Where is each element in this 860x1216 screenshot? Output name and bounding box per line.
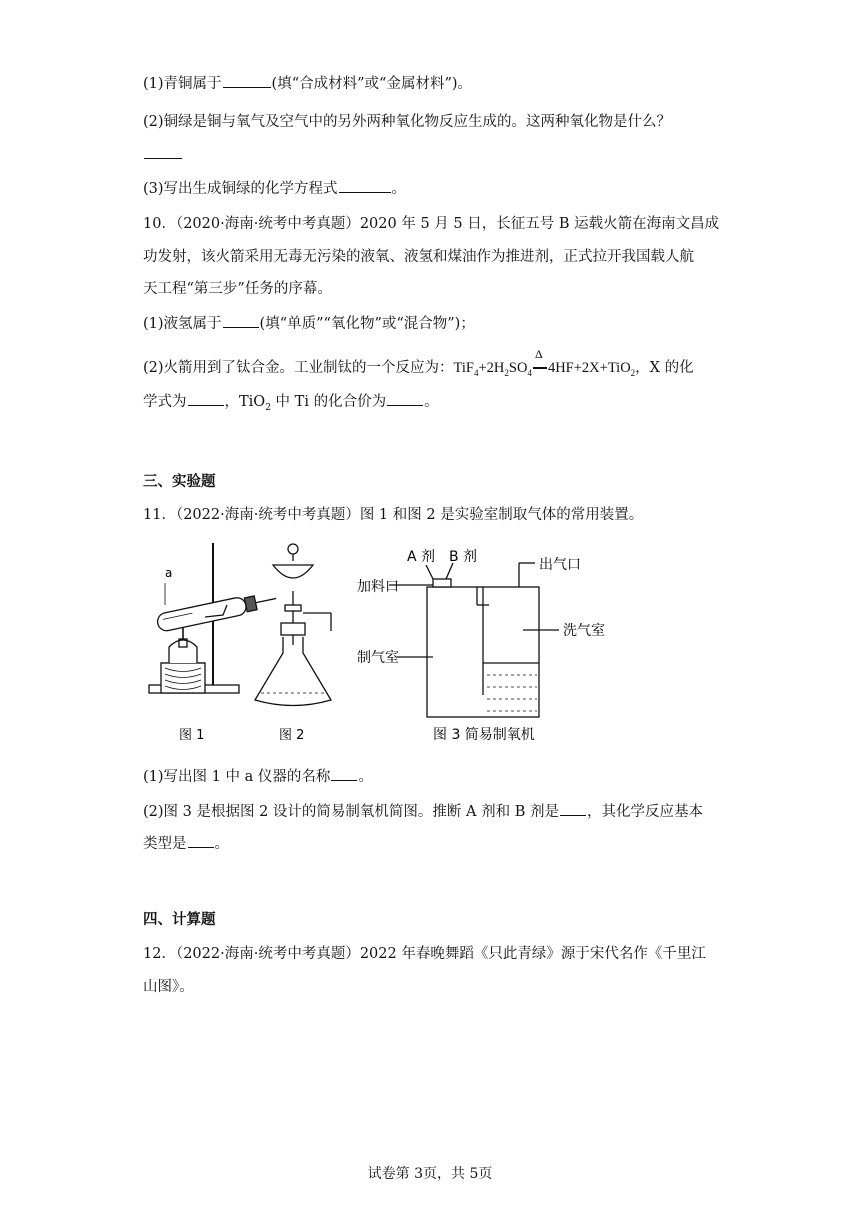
answer-blank[interactable] xyxy=(188,833,214,848)
answer-blank[interactable] xyxy=(339,178,391,193)
heat-condition: Δ xyxy=(532,360,548,377)
reaction-equation: $TiF_4+2H_2SO_4$ Δ 4HF+2X+TiO$_2$ xyxy=(453,347,636,378)
answer-blank[interactable] xyxy=(188,391,224,406)
q9-part1 xyxy=(143,72,472,93)
answer-blank[interactable] xyxy=(560,801,586,816)
q12-stem-line1: 12．（2022·海南·统考中考真题）2022 年春晚舞蹈《只此青绿》源于宋代名作《千里江 xyxy=(143,946,706,962)
q10-part1-suffix: (填“单质”“氧化物”或“混合物”)； xyxy=(259,316,475,332)
q9-part3-suffix: 。 xyxy=(391,181,407,197)
q10-part1-text: (1)液氢属于 xyxy=(143,316,222,332)
section-heading-experiment: 三、实验题 xyxy=(143,474,216,490)
answer-blank[interactable] xyxy=(144,144,182,159)
q11-stem: 11．（2022·海南·统考中考真题）图 1 和图 2 是实验室制取气体的常用装置。 xyxy=(143,507,644,523)
q11-part1-text: (1)写出图 1 中 a 仪器的名称 xyxy=(143,769,331,785)
q11-part3-text: 类型是 xyxy=(143,836,187,852)
answer-blank[interactable] xyxy=(387,391,423,406)
answer-blank[interactable] xyxy=(223,313,259,328)
q9-part3-text: (3)写出生成铜绿的化学方程式 xyxy=(143,181,338,197)
page-footer: 试卷第 3页，共 5页 xyxy=(367,1166,493,1182)
q10-part3: 学式为 ，TiO$_2$ 中 Ti 的化合价为 。 xyxy=(143,390,439,413)
section-heading-calculation: 四、计算题 xyxy=(143,912,216,928)
q10-part3-text: 学式为 xyxy=(143,394,187,410)
figure3-oxygen-generator xyxy=(389,563,559,717)
figure1-caption: 图 1 xyxy=(179,728,205,743)
q10-part2 xyxy=(143,347,694,378)
q9-part3 xyxy=(143,177,406,198)
figure2-flask-apparatus xyxy=(255,544,331,706)
label-agent-a: A 剂 xyxy=(407,549,436,565)
q12-stem-line2: 山图》。 xyxy=(143,979,194,995)
figure2-caption: 图 2 xyxy=(279,728,305,743)
label-a: a xyxy=(165,566,173,580)
label-inlet: 加料口 xyxy=(357,579,399,595)
q9-part2-answer-line[interactable] xyxy=(143,144,183,163)
lab-apparatus-figure xyxy=(143,535,723,745)
figure3-caption: 图 3 简易制氧机 xyxy=(433,727,535,743)
q10-stem-line3: 天工程“第三步”任务的序幕。 xyxy=(143,281,332,297)
q10-stem-line2: 功发射，该火箭采用无毒无污染的液氧、液氢和煤油作为推进剂，正式拉开我国载人航 xyxy=(143,249,694,265)
q10-part2-text: (2)火箭用到了钛合金。工业制钛的一个反应为： xyxy=(143,360,454,376)
q11-part3 xyxy=(143,832,229,853)
label-agent-b: B 剂 xyxy=(449,549,478,565)
q11-part1-suffix: 。 xyxy=(358,769,373,785)
q9-part2: (2)铜绿是铜与氧气及空气中的另外两种氧化物反应生成的。这两种氧化物是什么？ xyxy=(143,114,672,130)
answer-blank[interactable] xyxy=(223,73,271,88)
q11-part3-suffix: 。 xyxy=(214,836,229,852)
label-outlet: 出气口 xyxy=(539,557,581,573)
answer-blank[interactable] xyxy=(331,766,357,781)
q11-part1 xyxy=(143,765,373,786)
q11-part2-text: (2)图 3 是根据图 2 设计的简易制氧机简图。推断 A 剂和 B 剂是 xyxy=(143,804,559,820)
q10-stem-line1: 10．（2020·海南·统考中考真题）2020 年 5 月 5 日，长征五号 B 运载火箭在海南文昌成 xyxy=(143,216,720,232)
label-generation-chamber: 制气室 xyxy=(357,650,399,666)
q9-part1-text: (1)青铜属于 xyxy=(143,76,222,92)
q10-part2-suffix: ，X 的化 xyxy=(635,360,694,376)
q9-part1-suffix: (填“合成材料”或“金属材料”)。 xyxy=(271,76,473,92)
q10-part1 xyxy=(143,312,475,333)
q11-part2-suffix: ，其化学反应基本 xyxy=(587,804,703,820)
q11-part2 xyxy=(143,800,703,821)
label-wash-chamber: 洗气室 xyxy=(563,623,605,639)
